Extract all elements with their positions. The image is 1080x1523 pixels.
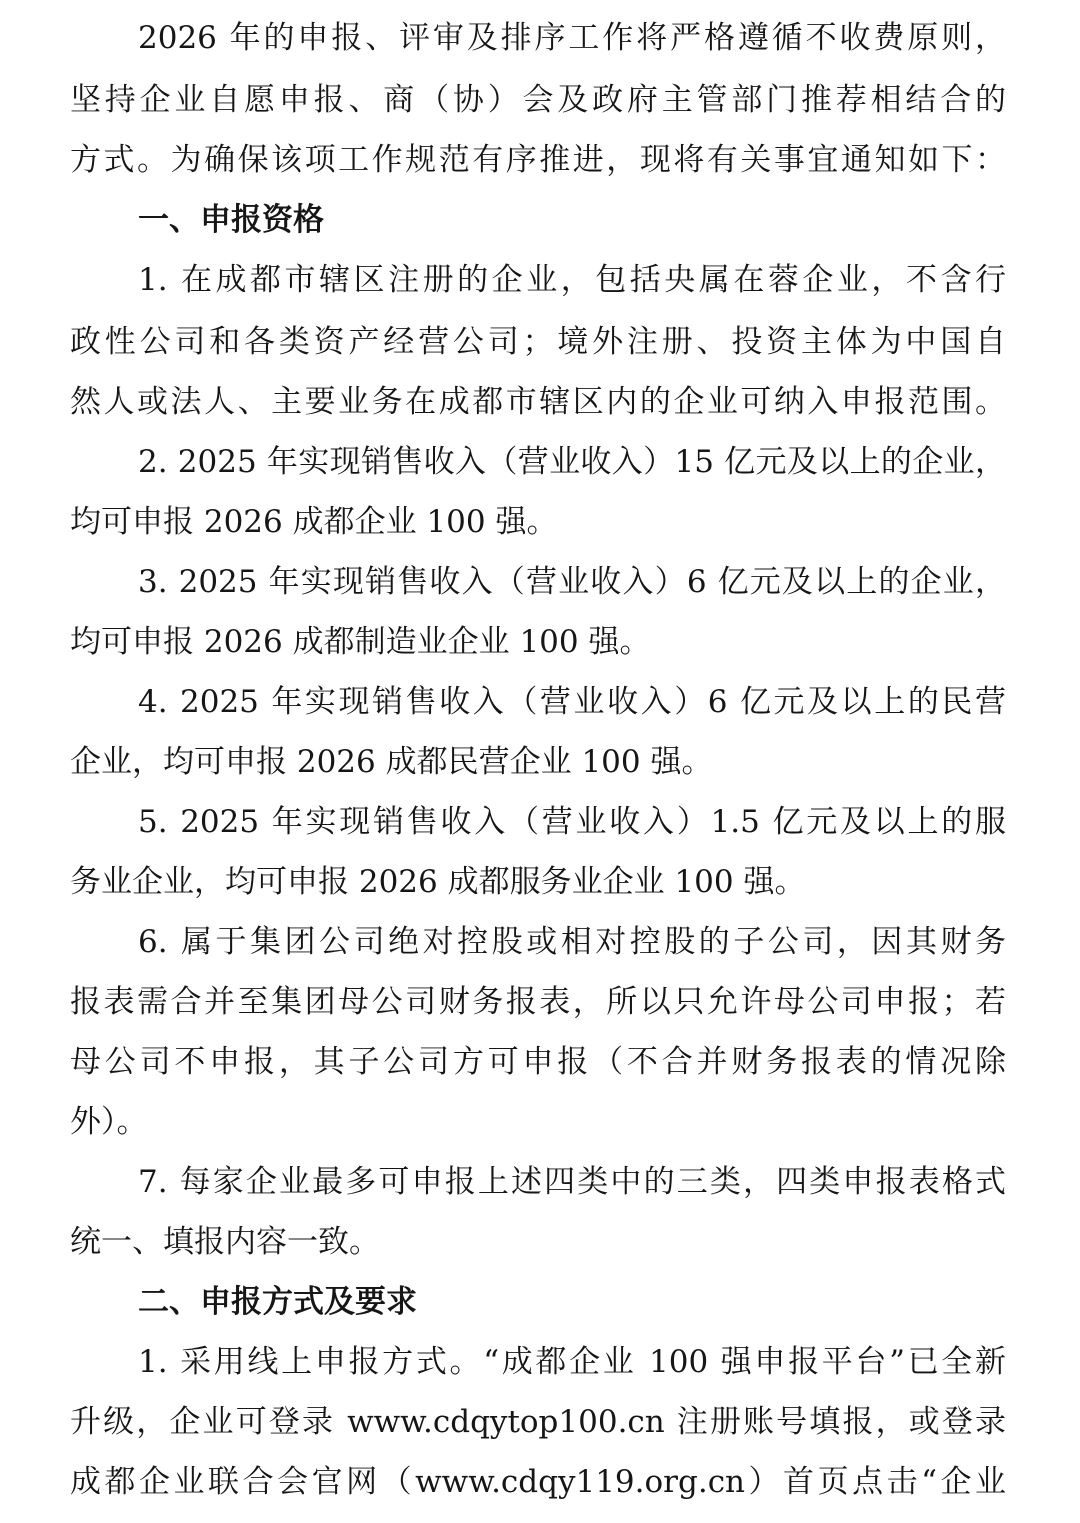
item6-line-1: 6. 属于集团公司绝对控股或相对控股的子公司，因其财务: [138, 924, 1006, 960]
item6-line-2: 报表需合并至集团母公司财务报表，所以只允许母公司申报；若: [70, 984, 1006, 1020]
item1-line-2: 政性公司和各类资产经营公司；境外注册、投资主体为中国自: [70, 324, 1006, 360]
item6-line-4: 外）。: [70, 1104, 148, 1140]
item1-line-3: 然人或法人、主要业务在成都市辖区内的企业可纳入申报范围。: [70, 384, 1006, 420]
item7-line-1: 7. 每家企业最多可申报上述四类中的三类，四类申报表格式: [138, 1164, 1006, 1200]
section-heading-method: 二、申报方式及要求: [138, 1284, 417, 1320]
item4-line-2: 企业，均可申报 2026 成都民营企业 100 强。: [70, 744, 713, 780]
item4-line-1: 4. 2025 年实现销售收入（营业收入）6 亿元及以上的民营: [138, 684, 1006, 720]
item7-line-2: 统一、填报内容一致。: [70, 1224, 380, 1260]
item2-line-2: 均可申报 2026 成都企业 100 强。: [70, 504, 558, 540]
intro-line-3: 方式。为确保该项工作规范有序推进，现将有关事宜通知如下：: [70, 142, 1006, 178]
section2-item1-line-3: 成都企业联合会官网（www.cdqy119.org.cn）首页点击“企业: [70, 1464, 1006, 1500]
section2-item1-line-2: 升级，企业可登录 www.cdqytop100.cn 注册账号填报，或登录: [70, 1404, 1006, 1440]
item3-line-2: 均可申报 2026 成都制造业企业 100 强。: [70, 624, 651, 660]
section2-item1-line-1: 1. 采用线上申报方式。“成都企业 100 强申报平台”已全新: [138, 1344, 1006, 1380]
item6-line-3: 母公司不申报，其子公司方可申报（不合并财务报表的情况除: [70, 1044, 1006, 1080]
item2-line-1: 2. 2025 年实现销售收入（营业收入）15 亿元及以上的企业，: [138, 444, 1006, 480]
intro-line-2: 坚持企业自愿申报、商（协）会及政府主管部门推荐相结合的: [70, 82, 1006, 118]
item1-line-1: 1. 在成都市辖区注册的企业，包括央属在蓉企业，不含行: [138, 262, 1006, 298]
item5-line-2: 务业企业，均可申报 2026 成都服务业企业 100 强。: [70, 864, 806, 900]
item3-line-1: 3. 2025 年实现销售收入（营业收入）6 亿元及以上的企业，: [138, 564, 1006, 600]
intro-line-1: 2026 年的申报、评审及排序工作将严格遵循不收费原则，: [138, 20, 1006, 56]
section-heading-eligibility: 一、申报资格: [138, 202, 324, 238]
item5-line-1: 5. 2025 年实现销售收入（营业收入）1.5 亿元及以上的服: [138, 804, 1006, 840]
